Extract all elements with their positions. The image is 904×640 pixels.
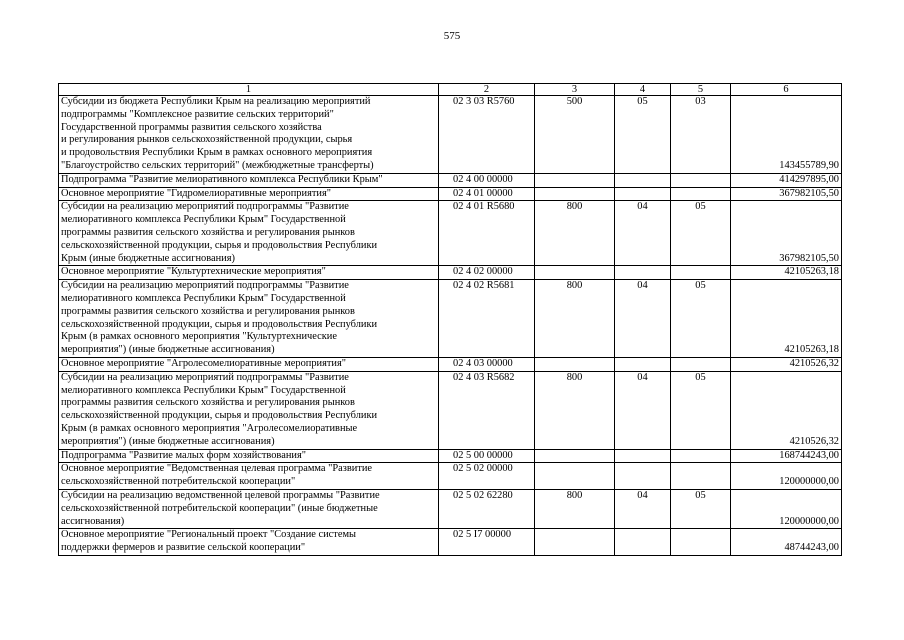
budget-code: 02 5 02 00000 [439, 463, 535, 490]
expense-type: 800 [535, 201, 615, 266]
description-line: Подпрограмма "Развитие малых форм хозяйствования" [61, 449, 306, 461]
section-code [615, 266, 671, 280]
amount: 42105263,18 [731, 280, 842, 358]
row-description [59, 489, 439, 528]
page-number: 575 [443, 30, 461, 42]
row-description [59, 187, 439, 201]
amount: 120000000,00 [731, 463, 842, 490]
subsection-code [671, 449, 731, 463]
table-row [59, 280, 842, 358]
table-row [59, 449, 842, 463]
section-code [615, 357, 671, 371]
section-code [615, 529, 671, 556]
description-line: программы развития сельского хозяйства и регулирования рынков [61, 305, 355, 317]
subsection-code [671, 529, 731, 556]
amount: 414297895,00 [731, 173, 842, 187]
subsection-code: 05 [671, 201, 731, 266]
expense-type [535, 357, 615, 371]
budget-code: 02 5 02 62280 [439, 489, 535, 528]
description-line: сельскохозяйственной продукции, сырья и продовольствия Республики [61, 410, 378, 422]
description-line: Субсидии на реализацию мероприятий подпрограммы "Развитие [61, 280, 349, 292]
section-code: 05 [615, 96, 671, 174]
table-header-row [59, 84, 842, 96]
table-row [59, 371, 842, 449]
description-line: мероприятия") (иные бюджетные ассигнования) [61, 435, 275, 447]
expense-type [535, 173, 615, 187]
column-header: 1 [59, 84, 439, 96]
description-line: Субсидии на реализацию ведомственной целевой программы "Развитие [61, 489, 380, 501]
row-description [59, 449, 439, 463]
amount: 168744243,00 [731, 449, 842, 463]
column-header: 6 [731, 84, 842, 96]
section-code: 04 [615, 280, 671, 358]
table-row [59, 463, 842, 490]
description-line: Субсидии на реализацию мероприятий подпрограммы "Развитие [61, 201, 349, 213]
row-description [59, 529, 439, 556]
description-line: мероприятия") (иные бюджетные ассигнования) [61, 344, 275, 356]
description-line: Основное мероприятие "Культуртехнические мероприятия" [61, 266, 326, 278]
budget-table [58, 83, 842, 556]
column-header: 2 [439, 84, 535, 96]
amount: 4210526,32 [731, 357, 842, 371]
expense-type [535, 266, 615, 280]
description-line: программы развития сельского хозяйства и регулирования рынков [61, 226, 355, 238]
budget-code: 02 4 02 R5681 [439, 280, 535, 358]
subsection-code: 05 [671, 489, 731, 528]
expense-type: 800 [535, 371, 615, 449]
description-line: и продовольствия Республики Крым в рамках основного мероприятия [61, 147, 373, 159]
subsection-code: 03 [671, 96, 731, 174]
table-row [59, 201, 842, 266]
description-line: сельскохозяйственной продукции, сырья и продовольствия Республики [61, 239, 378, 251]
description-line: сельскохозяйственной продукции, сырья и продовольствия Республики [61, 318, 378, 330]
section-code [615, 463, 671, 490]
budget-code: 02 4 00 00000 [439, 173, 535, 187]
budget-code: 02 3 03 R5760 [439, 96, 535, 174]
amount: 367982105,50 [731, 201, 842, 266]
description-line: "Благоустройство сельских территорий" (межбюджетные трансферты) [61, 159, 374, 171]
amount: 4210526,32 [731, 371, 842, 449]
description-line: сельскохозяйственной потребительской кооперации" [61, 476, 296, 488]
description-line: поддержки фермеров и развитие сельской кооперации" [61, 542, 306, 554]
description-line: и регулирования рынков сельскохозяйственной продукции, сырья [61, 134, 353, 146]
section-code: 04 [615, 201, 671, 266]
expense-type: 500 [535, 96, 615, 174]
budget-code: 02 4 03 R5682 [439, 371, 535, 449]
budget-code: 02 5 00 00000 [439, 449, 535, 463]
table-row [59, 357, 842, 371]
expense-type [535, 187, 615, 201]
expense-type [535, 463, 615, 490]
section-code: 04 [615, 371, 671, 449]
description-line: Крым (иные бюджетные ассигнования) [61, 252, 235, 264]
description-line: Основное мероприятие "Агролесомелиоративные мероприятия" [61, 357, 347, 369]
amount: 42105263,18 [731, 266, 842, 280]
amount: 367982105,50 [731, 187, 842, 201]
row-description [59, 371, 439, 449]
section-code [615, 449, 671, 463]
table-row [59, 529, 842, 556]
budget-code: 02 4 03 00000 [439, 357, 535, 371]
column-header: 3 [535, 84, 615, 96]
row-description [59, 96, 439, 174]
subsection-code: 05 [671, 371, 731, 449]
row-description [59, 280, 439, 358]
section-code [615, 187, 671, 201]
description-line: сельскохозяйственной потребительской кооперации" (иные бюджетные [61, 502, 378, 514]
subsection-code [671, 463, 731, 490]
description-line: Государственной программы развития сельского хозяйства [61, 121, 322, 133]
table-row [59, 173, 842, 187]
amount: 143455789,90 [731, 96, 842, 174]
expense-type [535, 529, 615, 556]
row-description [59, 266, 439, 280]
description-line: Подпрограмма "Развитие мелиоративного комплекса Республики Крым" [61, 173, 383, 185]
description-line: Основное мероприятие "Гидромелиоративные мероприятия" [61, 187, 331, 199]
row-description [59, 357, 439, 371]
description-line: мелиоративного комплекса Республики Крым" Государственной [61, 292, 346, 304]
description-line: Субсидии на реализацию мероприятий подпрограммы "Развитие [61, 371, 349, 383]
amount: 48744243,00 [731, 529, 842, 556]
row-description [59, 173, 439, 187]
subsection-code [671, 266, 731, 280]
table-row [59, 266, 842, 280]
subsection-code [671, 187, 731, 201]
description-line: программы развития сельского хозяйства и регулирования рынков [61, 397, 355, 409]
description-line: Крым (в рамках основного мероприятия "Культуртехнические [61, 331, 337, 343]
row-description [59, 201, 439, 266]
subsection-code: 05 [671, 280, 731, 358]
column-header: 5 [671, 84, 731, 96]
description-line: Основное мероприятие "Региональный проект "Создание системы [61, 529, 357, 541]
expense-type: 800 [535, 280, 615, 358]
column-header: 4 [615, 84, 671, 96]
description-line: подпрограммы "Комплексное развитие сельских территорий" [61, 108, 334, 120]
description-line: мелиоративного комплекса Республики Крым" Государственной [61, 214, 346, 226]
description-line: ассигнования) [61, 515, 125, 527]
budget-code: 02 4 01 00000 [439, 187, 535, 201]
expense-type: 800 [535, 489, 615, 528]
amount: 120000000,00 [731, 489, 842, 528]
section-code: 04 [615, 489, 671, 528]
subsection-code [671, 357, 731, 371]
table-row [59, 489, 842, 528]
expense-type [535, 449, 615, 463]
description-line: Субсидии из бюджета Республики Крым на реализацию мероприятий [61, 96, 371, 107]
budget-code: 02 4 02 00000 [439, 266, 535, 280]
table-row [59, 187, 842, 201]
description-line: Основное мероприятие "Ведомственная целевая программа "Развитие [61, 463, 373, 475]
description-line: Крым (в рамках основного мероприятия "Агролесомелиоративные [61, 422, 358, 434]
table-row [59, 96, 842, 174]
description-line: мелиоративного комплекса Республики Крым" Государственной [61, 384, 346, 396]
budget-code: 02 5 I7 00000 [439, 529, 535, 556]
budget-code: 02 4 01 R5680 [439, 201, 535, 266]
row-description [59, 463, 439, 490]
section-code [615, 173, 671, 187]
subsection-code [671, 173, 731, 187]
